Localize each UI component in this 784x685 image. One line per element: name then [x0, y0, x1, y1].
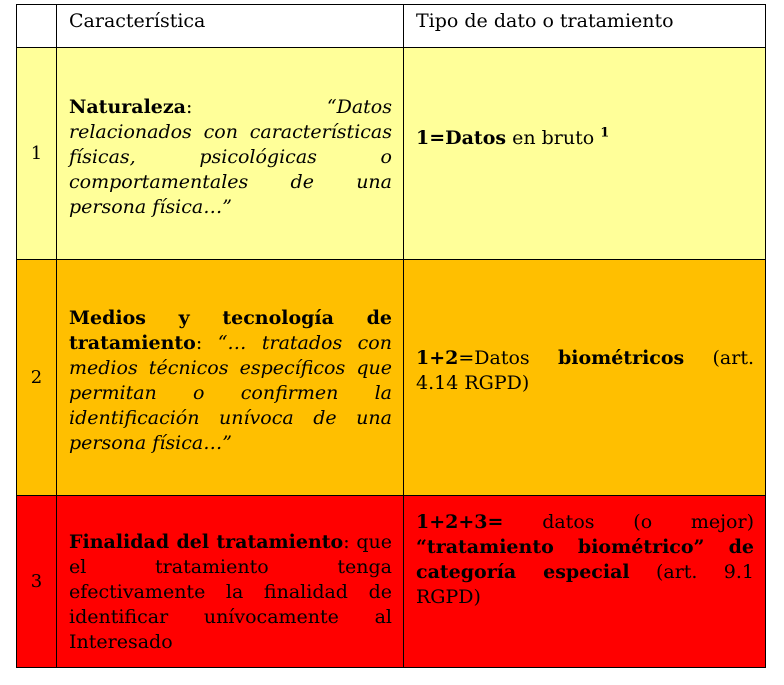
- header-num-cell: [17, 5, 57, 48]
- characteristic-description: que el tratamiento tenga efectivamente la finalidad de identificar unívocamente al Interesado: [69, 531, 392, 653]
- row-number: 2: [17, 260, 57, 496]
- characteristic-cell: [57, 260, 404, 496]
- characteristic-title: Medios y tecnología de tratamiento: [69, 306, 392, 354]
- characteristic-text: Medios y tecnología de tratamiento: “… tratados con medios técnicos específicos que permitan o confirmen la identificación unívoca de una persona física…”: [69, 306, 392, 454]
- table-row: [17, 260, 766, 496]
- data-type-text: 1=Datos en bruto $^1$: [416, 125, 610, 149]
- characteristic-cell: [57, 496, 404, 668]
- header-characteristic-label: Característica: [69, 10, 206, 32]
- data-type-text: 1+2=Datos biométricos (art. 4.14 RGPD): [416, 346, 754, 394]
- characteristic-title: Finalidad del tratamiento: [69, 531, 344, 553]
- data-type-text: 1+2+3= datos (o mejor) “tratamiento biométrico” de categoría especial (art. 9.1 RGPD): [416, 510, 754, 608]
- characteristic-title: Naturaleza: [69, 96, 186, 118]
- data-type-label: “tratamiento biométrico” de categoría especial: [416, 535, 754, 583]
- characteristic-quote: “Datos relacionados con características físicas, psicológicas o comportamentales de una persona física…”: [69, 96, 392, 218]
- row-number: 3: [17, 496, 57, 668]
- data-type-cell: [404, 260, 766, 496]
- characteristic-cell: [57, 48, 404, 260]
- header-characteristic-cell: [57, 5, 404, 48]
- header-data-type-cell: [404, 5, 766, 48]
- data-type-cell: [404, 48, 766, 260]
- table-header-row: [17, 5, 766, 48]
- data-type-formula: 1+2+3=: [416, 510, 504, 533]
- header-data-type-label: Tipo de dato o tratamiento: [416, 10, 674, 32]
- data-type-formula: 1+2: [416, 346, 459, 369]
- characteristic-quote: “… tratados con medios técnicos específicos que permitan o confirmen la identificación unívoca de una persona física…”: [69, 331, 392, 454]
- row-number: 1: [17, 48, 57, 260]
- footnote-marker: 1: [600, 125, 610, 141]
- table-row: [17, 496, 766, 668]
- characteristic-text: Naturaleza: “Datos relacionados con características físicas, psicológicas o comportamentales de una persona física…”: [69, 96, 392, 218]
- data-type-formula: 1=Datos: [416, 126, 507, 149]
- characteristic-text: Finalidad del tratamiento: que el tratamiento tenga efectivamente la finalidad de identificar unívocamente al Interesado: [69, 531, 392, 653]
- data-type-label: biométricos: [557, 346, 685, 369]
- data-type-cell: [404, 496, 766, 668]
- characteristics-table: [16, 4, 766, 668]
- table-row: [17, 48, 766, 260]
